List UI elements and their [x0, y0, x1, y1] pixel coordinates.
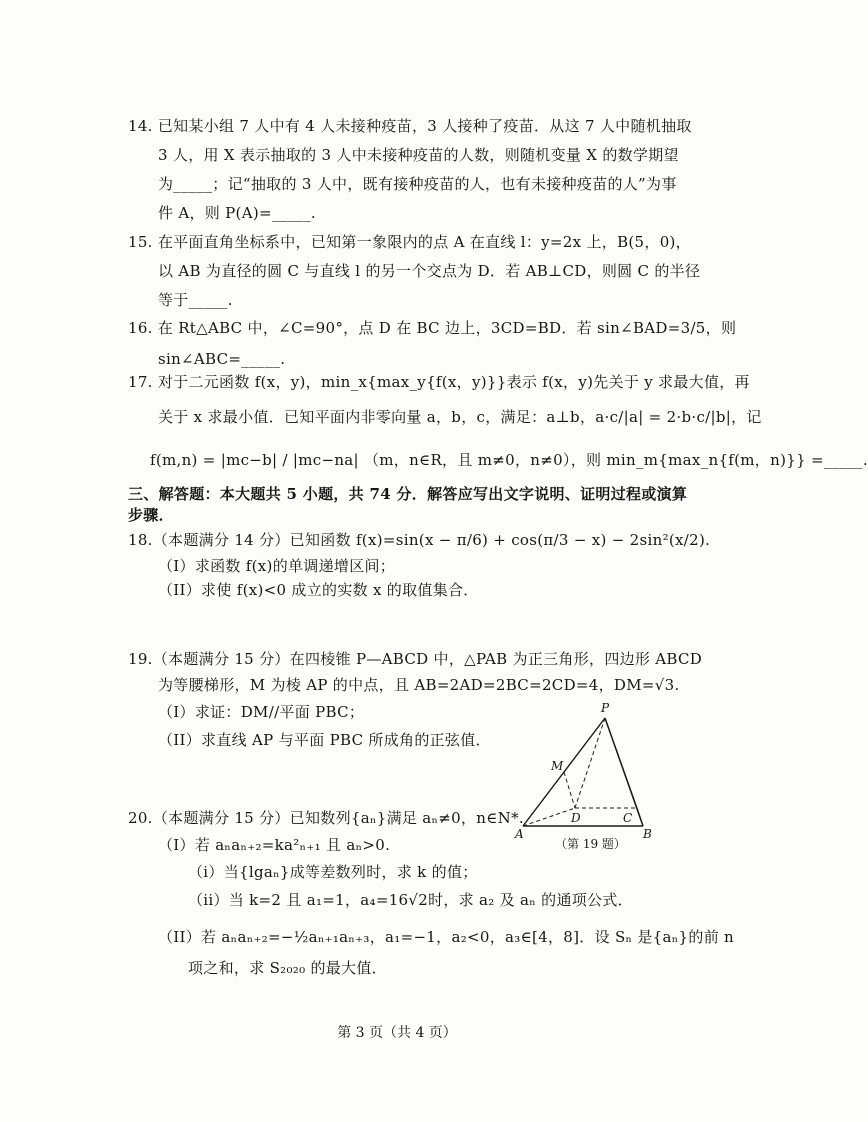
q17-line-1: 17. 对于二元函数 f(x，y)，min_x{max_y{f(x，y)}}表示 f(x，y)先关于 y 求最大值，再 [128, 373, 750, 391]
label-D: D [571, 811, 581, 825]
label-A: A [515, 827, 524, 841]
q18-part-2: （II）求使 f(x)<0 成立的实数 x 的取值集合． [158, 581, 479, 599]
label-P: P [601, 701, 610, 715]
q14-line-3: 为_____；记“抽取的 3 人中，既有接种疫苗的人，也有未接种疫苗的人”为事 [158, 175, 677, 193]
q17-line-2: 关于 x 求最小值．已知平面内非零向量 a，b，c，满足：a⊥b，a·c/|a| = 2·b·c/|b|，记 [158, 408, 762, 426]
q15-line-3: 等于_____. [158, 291, 233, 309]
q14-line-2: 3 人，用 X 表示抽取的 3 人中未接种疫苗的人数，则随机变量 X 的数学期望 [158, 146, 679, 164]
q20-part-2: （II）若 aₙaₙ₊₂=−½aₙ₊₁aₙ₊₃，a₁=−1，a₂<0，a₃∈[4，8]．设 Sₙ 是{aₙ}的前 n [158, 928, 735, 946]
figure-caption: （第 19 题） [555, 837, 626, 851]
q19-part-1: （I）求证：DM//平面 PBC； [158, 703, 365, 721]
q20-part-2-cont: 项之和，求 S₂₀₂₀ 的最大值． [188, 959, 387, 977]
q20-part-1-i: （i）当{lgaₙ}成等差数列时，求 k 的值； [188, 863, 478, 881]
q20-part-1-ii: （ii）当 k=2 且 a₁=1，a₄=16√2时，求 a₂ 及 aₙ 的通项公式． [188, 891, 633, 909]
q18-line-1: 18.（本题满分 14 分）已知函数 f(x)=sin(x − π/6) + cos(π/3 − x) − 2sin²(x/2). [128, 531, 711, 549]
q17-line-3: f(m,n) = |mc−b| / |mc−na| （m，n∈R，且 m≠0，n≠0），则 min_m{max_n{f(m，n)}} =_____. [150, 451, 868, 469]
q14-line-1: 14. 已知某小组 7 人中有 4 人未接种疫苗，3 人接种了疫苗．从这 7 人中随机抽取 [128, 117, 692, 135]
section-3-heading: 三、解答题：本大题共 5 小题，共 74 分．解答应写出文字说明、证明过程或演算 [128, 485, 688, 503]
q14-line-4: 件 A，则 P(A)=_____. [158, 204, 316, 222]
q20-line-1: 20.（本题满分 15 分）已知数列{aₙ}满足 aₙ≠0，n∈N*. [128, 809, 524, 827]
label-B: B [643, 827, 652, 841]
q15-line-1: 15. 在平面直角坐标系中，已知第一象限内的点 A 在直线 l：y=2x 上，B(5，0)， [128, 233, 691, 251]
label-M: M [551, 759, 564, 773]
section-3-heading-cont: 步骤． [128, 506, 174, 524]
q19-line-1: 19.（本题满分 15 分）在四棱锥 P—ABCD 中，△PAB 为正三角形，四边形 ABCD [128, 650, 703, 668]
q19-pyramid-figure [515, 700, 665, 855]
q18-part-1: （I）求函数 f(x)的单调递增区间； [158, 557, 396, 575]
q16-line-2: sin∠ABC=_____. [158, 350, 286, 368]
q20-part-1: （I）若 aₙaₙ₊₂=ka²ₙ₊₁ 且 aₙ>0. [158, 836, 391, 854]
q15-line-2: 以 AB 为直径的圆 C 与直线 l 的另一个交点为 D．若 AB⊥CD，则圆 C 的半径 [158, 262, 701, 280]
q16-line-1: 16. 在 Rt△ABC 中，∠C=90°，点 D 在 BC 边上，3CD=BD．若 sin∠BAD=3/5，则 [128, 319, 737, 337]
q19-part-2: （II）求直线 AP 与平面 PBC 所成角的正弦值． [158, 731, 491, 749]
page-number: 第 3 页（共 4 页） [337, 1025, 457, 1041]
label-C: C [623, 811, 633, 825]
q19-line-2: 为等腰梯形，M 为棱 AP 的中点，且 AB=2AD=2BC=2CD=4，DM=√3. [158, 676, 680, 694]
